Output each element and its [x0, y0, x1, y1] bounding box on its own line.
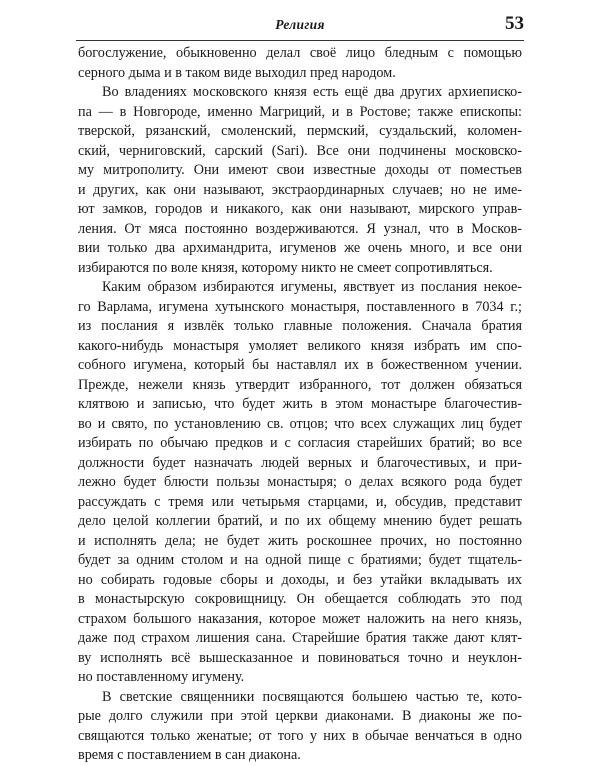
text-line: па — в Новгороде, именно Магриций, и в Ростове; также епископы:: [78, 103, 522, 120]
running-head: [76, 14, 524, 41]
text-line: будет за одним столом и на одной пище с братиями; будет тщатель-: [78, 552, 522, 568]
text-line: вии только два архимандрита, игуменов же очень много, и все они: [78, 240, 522, 256]
text-line: му митрополиту. Они имеют свои известные доходы от поместьев: [78, 162, 522, 178]
text-line: свящаются только женатые; от того у них в обычае венчаться в одно: [78, 727, 522, 744]
text-line: даже под страхом лишения сана. Старейшие братия также дают клят-: [78, 630, 522, 646]
body-text: [78, 44, 522, 766]
text-line: и других, как они называют, экстраординарных случаев; но не име-: [78, 181, 522, 198]
page-number: 53: [505, 13, 524, 34]
text-line: ский, черниговский, сарский (Sari). Все они подчинены московско-: [78, 142, 522, 159]
text-line: Прежде, нежели князь утвердит избранного, тот должен обязаться: [78, 376, 522, 393]
text-line: но поставленному игумену.: [78, 669, 245, 685]
text-line: тверской, рязанский, смоленский, пермский, суздальский, коломен-: [78, 123, 522, 139]
text-line: рые долго служили при этой церкви диаконами. В диаконы же по-: [78, 708, 522, 724]
text-line: страхом большого наказания, которое может наложить на него князь,: [78, 610, 522, 627]
text-line: избираются по воле князя, которому никто не смеет сопротивляться.: [78, 259, 493, 276]
text-line: богослужение, обыкновенно делал своё лицо бледным с помощью: [78, 45, 522, 61]
text-line: рассуждать с тремя или четырьмя старцами, и, обсудив, представит: [78, 493, 522, 510]
text-line: и исполнять дела; не будет жить роскошнее прочих, но постоянно: [78, 532, 522, 549]
text-line: го Варлама, игумена хутынского монастыря, поставленного в 7034 г.;: [78, 298, 522, 315]
text-line: какого-нибудь монастыря умоляет великого князя избрать им спо-: [78, 337, 522, 354]
text-line: В светские священники посвящаются большею частью те, кото-: [102, 688, 522, 705]
text-line: из послания я извлёк только главные положения. Сначала братия: [78, 318, 522, 334]
text-line: во и свято, по установлению св. отцов; что всех служащих лиц будет: [78, 415, 522, 432]
text-line: время с поставлением в сан диакона.: [78, 747, 301, 763]
text-line: Каким образом избираются игумены, явствует из послания некое-: [102, 279, 522, 295]
text-line: избирать по обычаю предков и с согласия старейших братий; во все: [78, 435, 522, 451]
text-line: лежно будет блюсти пользы монастыря; о делах всякого рода будет: [78, 474, 522, 490]
text-line: клятвою и записью, что будет жить в этом монастыре благочестив-: [78, 396, 522, 412]
running-title: Религия: [275, 17, 325, 32]
text-line: серного дыма и в таком виде выходил пред народом.: [78, 64, 396, 81]
text-line: в монастырскую сокровищницу. Он обещается соблюдать это под: [78, 591, 522, 607]
text-line: ют замков, городов и никакого, как они называют, мирского управ-: [78, 201, 522, 217]
text-line: дело целой коллегии братий, и по их общему мнению будет решать: [78, 513, 522, 529]
text-line: ву исполнять всё вышесказанное и повиноваться точно и неуклон-: [78, 649, 522, 666]
text-line: но собирать годовые сборы и доходы, и без утайки вкладывать их: [78, 571, 522, 588]
text-line: должности будет назначать людей верных и благочестивых, и при-: [78, 454, 522, 471]
text-line: Во владениях московского князя есть ещё два других архиеписко-: [102, 84, 522, 100]
text-line: ления. От мяса постоянно воздерживаются. Я узнал, что в Москов-: [78, 220, 522, 237]
text-line: собного игумена, который бы наставлял их в божественном учении.: [78, 357, 522, 373]
